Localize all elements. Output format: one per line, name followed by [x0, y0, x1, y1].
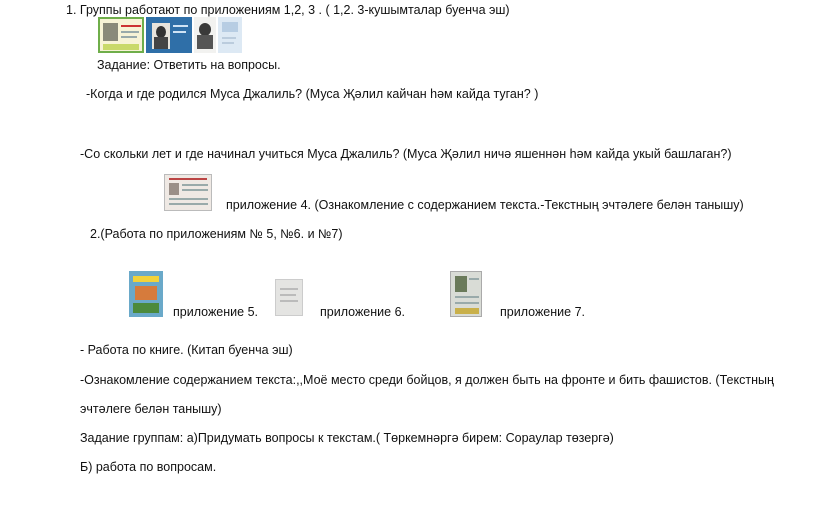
light-slide-thumbnail — [218, 17, 242, 53]
question-1: -Когда и где родился Муса Джалиль? (Муса Җәлил кайчан һәм кайда туган? ) — [86, 87, 539, 101]
appendix-6: приложение 6. — [320, 305, 405, 319]
book-work: - Работа по книге. (Китап буенча эш) — [80, 343, 293, 357]
green-slide-thumbnail — [98, 17, 144, 53]
appendix-7: приложение 7. — [500, 305, 585, 319]
task-3: Б) работа по вопросам. — [80, 460, 217, 474]
appendix-5: приложение 5. — [173, 305, 258, 319]
book-cover-thumbnail — [129, 271, 163, 317]
item-2: 2.(Работа по приложениям № 5, №6. и №7) — [90, 227, 343, 241]
task-2: Задание группам: а)Придумать вопросы к текстам.( Төркемнәргә бирем: Сораулар төзергә) — [80, 431, 614, 445]
document-thumbnail — [164, 174, 212, 211]
book-page-thumbnail — [450, 271, 482, 317]
item-1: 1. Группы работают по приложениям 1,2, 3 . ( 1,2. 3-кушымталар буенча эш) — [66, 3, 510, 17]
question-2: -Со скольки лет и где начинал учиться Муса Джалиль? (Муса Җәлил ничә яшеннән һәм кайда укый башлаган?) — [80, 147, 732, 161]
reading-line-1: -Ознакомление содержанием текста:,,Моё место среди бойцов, я должен быть на фронте и бить фашистов. (Текстның — [80, 373, 774, 387]
paper-page-thumbnail — [275, 279, 303, 316]
portrait-thumbnail — [194, 17, 216, 53]
appendix-4: приложение 4. (Ознакомление с содержанием текста.-Текстның эчтәлеге белән танышу) — [226, 198, 744, 212]
portrait-slide-thumbnail — [146, 17, 192, 53]
task-1: Задание: Ответить на вопросы. — [97, 58, 281, 72]
reading-line-2: эчтәлеге белән танышу) — [80, 402, 222, 416]
